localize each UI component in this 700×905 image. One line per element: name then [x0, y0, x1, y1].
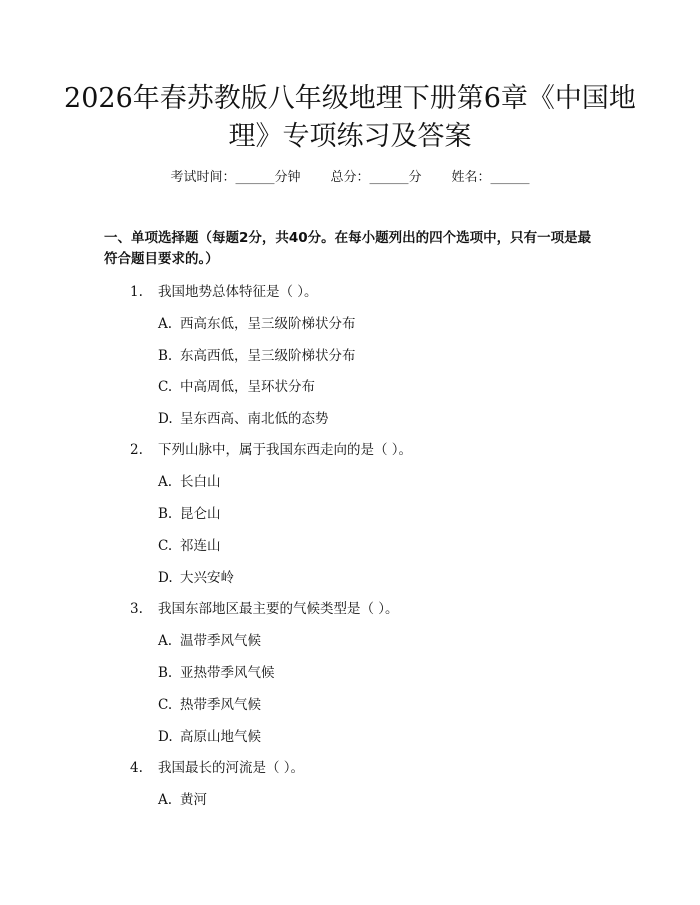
option-text: 热带季风气候	[180, 697, 261, 713]
question-2	[130, 440, 412, 460]
option-1b	[158, 346, 356, 366]
question-stem: 我国地势总体特征是（ ）。	[158, 284, 318, 300]
option-3d	[158, 727, 261, 747]
option-2b	[158, 504, 221, 524]
option-3a	[158, 631, 261, 651]
question-3	[130, 599, 399, 619]
option-letter: A.	[158, 633, 173, 649]
option-text: 黄河	[180, 792, 207, 808]
option-1c	[158, 377, 315, 397]
option-text: 大兴安岭	[180, 570, 234, 586]
total-score-field: 总分：______分	[330, 170, 422, 185]
question-4	[130, 758, 304, 778]
option-letter: D.	[158, 729, 173, 745]
option-text: 昆仑山	[180, 506, 221, 522]
question-1	[130, 282, 318, 302]
option-letter: D.	[158, 570, 173, 586]
student-name-field: 姓名：______	[451, 170, 530, 185]
option-2a	[158, 472, 221, 492]
option-text: 长白山	[180, 474, 221, 490]
option-text: 东高西低，呈三级阶梯状分布	[180, 348, 356, 364]
option-3b	[158, 663, 275, 683]
question-number: 4.	[130, 760, 143, 776]
option-letter: B.	[158, 506, 173, 522]
question-stem: 我国东部地区最主要的气候类型是（ ）。	[158, 601, 399, 617]
option-letter: A.	[158, 792, 173, 808]
option-letter: B.	[158, 665, 173, 681]
option-1d	[158, 409, 329, 429]
option-letter: A.	[158, 474, 173, 490]
option-text: 中高周低，呈环状分布	[180, 379, 315, 395]
option-text: 西高东低，呈三级阶梯状分布	[180, 316, 356, 332]
option-letter: A.	[158, 316, 173, 332]
question-number: 3.	[130, 601, 143, 617]
option-letter: C.	[158, 538, 173, 554]
option-text: 温带季风气候	[180, 633, 261, 649]
option-4a	[158, 790, 207, 810]
option-text: 高原山地气候	[180, 729, 261, 745]
question-stem: 下列山脉中，属于我国东西走向的是（ ）。	[158, 442, 413, 458]
option-1a	[158, 314, 356, 334]
exam-info-line	[0, 168, 700, 188]
option-3c	[158, 695, 261, 715]
option-2c	[158, 536, 221, 556]
option-letter: C.	[158, 697, 173, 713]
option-letter: B.	[158, 348, 173, 364]
option-text: 亚热带季风气候	[180, 665, 275, 681]
option-2d	[158, 568, 234, 588]
section-heading: 一、单项选择题（每题2分，共40分。在每小题列出的四个选项中，只有一项是最符合题目要求的。）	[104, 230, 592, 267]
option-text: 祁连山	[180, 538, 221, 554]
question-number: 2.	[130, 442, 143, 458]
document-title: 2026年春苏教版八年级地理下册第6章《中国地理》专项练习及答案	[64, 83, 636, 152]
option-text: 呈东西高、南北低的态势	[180, 411, 329, 427]
option-letter: C.	[158, 379, 173, 395]
question-number: 1.	[130, 284, 143, 300]
question-stem: 我国最长的河流是（ ）。	[158, 760, 305, 776]
exam-time-field: 考试时间：______分钟	[170, 170, 301, 185]
option-letter: D.	[158, 411, 173, 427]
